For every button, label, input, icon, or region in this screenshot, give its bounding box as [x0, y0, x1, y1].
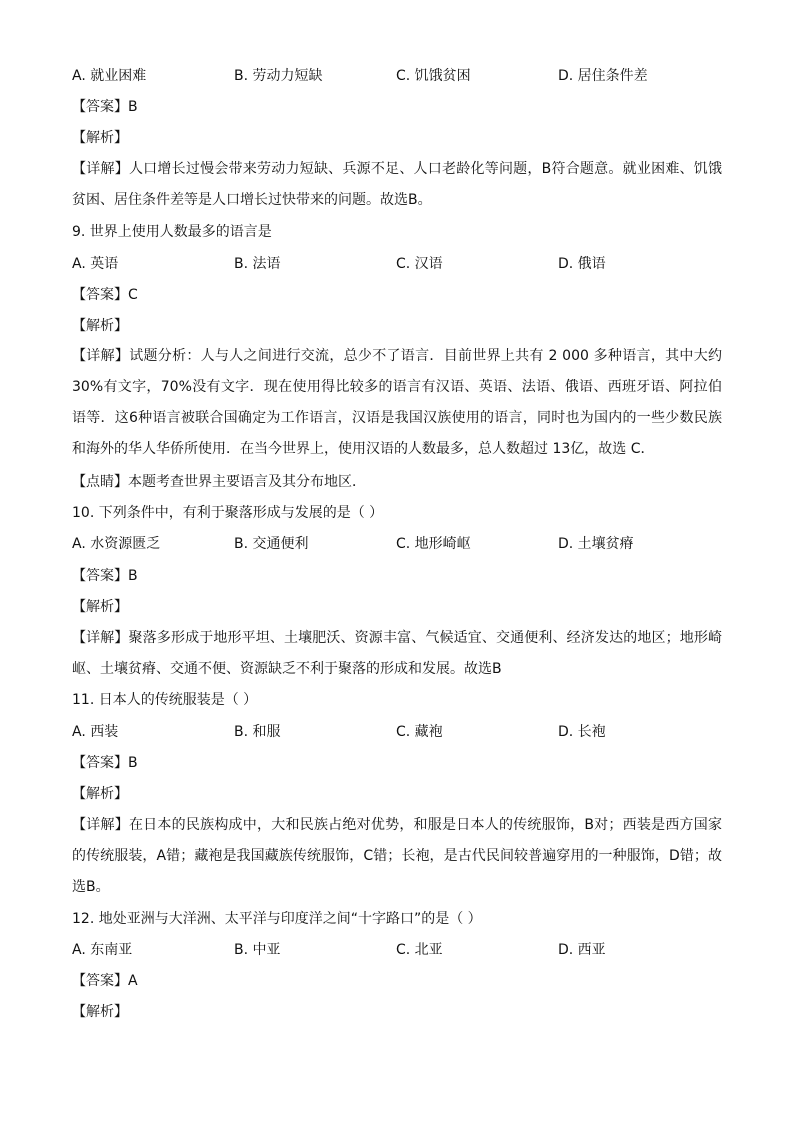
- q8-analysis-label: 【解析】: [72, 130, 128, 146]
- detail-text: 人口增长过慢会带来劳动力短缺、兵源不足、人口老龄化等问题，B符合题意。就业困难、饥饿贫困、居住条件差等是人口增长过快带来的问题。故选B。: [72, 161, 723, 208]
- q11-analysis-label: 【解析】: [72, 786, 128, 802]
- q11-option-d: D. 长袍: [558, 724, 606, 740]
- q10-detail: [72, 623, 722, 685]
- q9-point: [72, 472, 366, 492]
- answer-value: C: [128, 287, 138, 303]
- detail-label: 【详解】: [72, 630, 129, 646]
- detail-label: 【详解】: [72, 817, 129, 833]
- q10-answer: [72, 566, 138, 586]
- q9-question: 9. 世界上使用人数最多的语言是: [72, 224, 272, 240]
- detail-label: 【详解】: [72, 348, 130, 364]
- q9-options: [72, 254, 722, 274]
- q10-analysis-label: 【解析】: [72, 599, 128, 615]
- q10-option-c: C. 地形崎岖: [396, 536, 471, 552]
- q12-options: [72, 940, 722, 960]
- answer-label: 【答案】: [72, 973, 128, 989]
- q11-answer: [72, 753, 138, 773]
- q12-answer: [72, 971, 138, 991]
- q10-option-b: B. 交通便利: [234, 536, 309, 552]
- detail-text: 聚落多形成于地形平坦、土壤肥沃、资源丰富、气候适宜、交通便利、经济发达的地区；地形崎岖、土壤贫瘠、交通不便、资源缺乏不利于聚落的形成和发展。故选B: [72, 630, 723, 677]
- q9-option-a: A. 英语: [72, 256, 119, 272]
- q8-options: [72, 66, 722, 86]
- q11-detail: [72, 810, 722, 903]
- answer-label: 【答案】: [72, 99, 128, 115]
- q10-options: [72, 534, 722, 554]
- q8-answer: [72, 97, 138, 117]
- q12-option-a: A. 东南亚: [72, 942, 133, 958]
- q9-option-d: D. 俄语: [558, 256, 606, 272]
- q8-option-d: D. 居住条件差: [558, 68, 648, 84]
- q8-option-b: B. 劳动力短缺: [234, 68, 323, 84]
- detail-text: 在日本的民族构成中，大和民族占绝对优势，和服是日本人的传统服饰，B对；西装是西方国家的传统服装，A错；藏袍是我国藏族传统服饰，C错；长袍，是古代民间较普遍穿用的一种服饰，D错；故选B。: [72, 817, 723, 895]
- answer-value: A: [128, 973, 138, 989]
- q11-option-b: B. 和服: [234, 724, 281, 740]
- point-label: 【点睛】: [72, 474, 128, 490]
- detail-label: 【详解】: [72, 161, 129, 177]
- q8-detail: [72, 154, 722, 216]
- q8-option-a: A. 就业困难: [72, 68, 147, 84]
- q11-options: [72, 722, 722, 742]
- q12-analysis-label: 【解析】: [72, 1004, 128, 1020]
- point-text: 本题考查世界主要语言及其分布地区．: [128, 474, 366, 490]
- answer-value: B: [128, 99, 138, 115]
- answer-value: B: [128, 568, 138, 584]
- q9-answer: [72, 285, 138, 305]
- q9-detail: [72, 341, 722, 465]
- q11-option-a: A. 西装: [72, 724, 119, 740]
- q11-question: 11. 日本人的传统服装是（ ）: [72, 692, 258, 708]
- q8-option-c: C. 饥饿贫困: [396, 68, 471, 84]
- answer-value: B: [128, 755, 138, 771]
- answer-label: 【答案】: [72, 755, 128, 771]
- q11-option-c: C. 藏袍: [396, 724, 443, 740]
- q12-option-d: D. 西亚: [558, 942, 606, 958]
- answer-label: 【答案】: [72, 568, 128, 584]
- q12-option-b: B. 中亚: [234, 942, 281, 958]
- q10-question: 10. 下列条件中，有利于聚落形成与发展的是（ ）: [72, 505, 384, 521]
- answer-label: 【答案】: [72, 287, 128, 303]
- q9-option-b: B. 法语: [234, 256, 281, 272]
- q12-question: 12. 地处亚洲与大洋洲、太平洋与印度洋之间“十字路口”的是（ ）: [72, 911, 482, 927]
- q10-option-a: A. 水资源匮乏: [72, 536, 161, 552]
- detail-text: 试题分析：人与人之间进行交流，总少不了语言．目前世界上共有 2 000 多种语言，其中大约 30%有文字，70%没有文字．现在使用得比较多的语言有汉语、英语、法语、俄语、西班牙语、阿拉伯语等．这6种语言被联合国确定为工作语言，汉语是我国汉族使用的语言，同时也为国内的一些少数民族和海外的华人华侨所使用．在当今世界上，使用汉语的人数最多，总人数超过 13亿，故选 C．: [72, 348, 722, 457]
- q10-option-d: D. 土壤贫瘠: [558, 536, 634, 552]
- q9-analysis-label: 【解析】: [72, 318, 128, 334]
- q12-option-c: C. 北亚: [396, 942, 443, 958]
- q9-option-c: C. 汉语: [396, 256, 443, 272]
